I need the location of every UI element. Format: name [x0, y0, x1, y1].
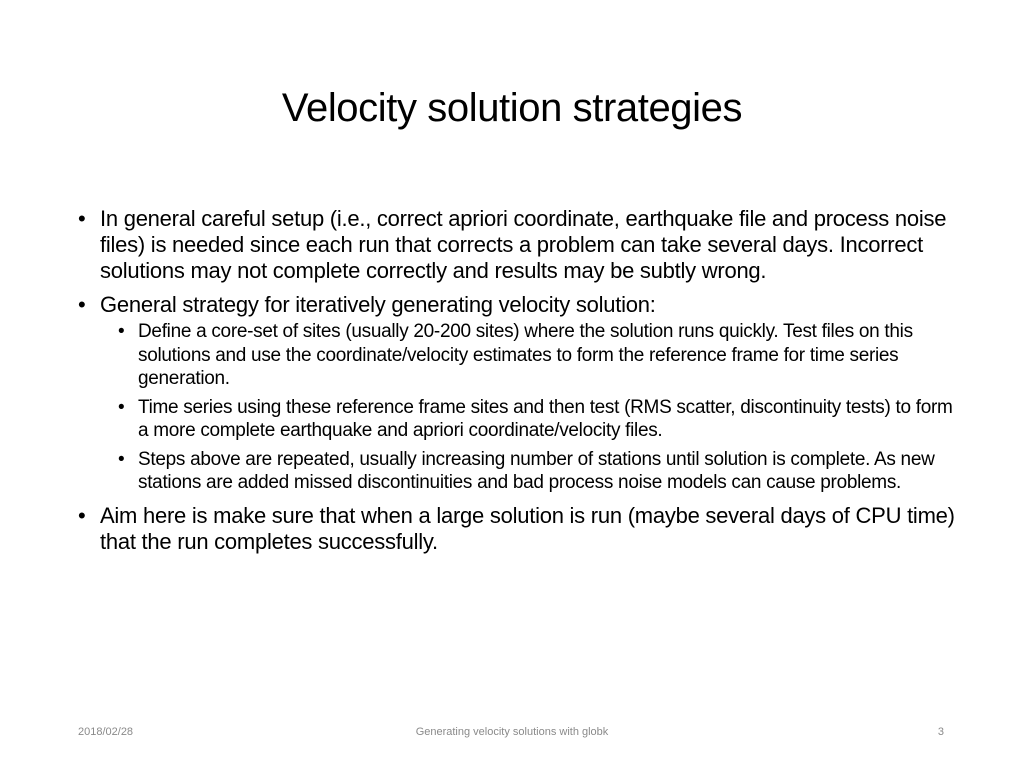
sub-bullet-text: Define a core-set of sites (usually 20-200 sites) where the solution runs quickly. Test files on this solutions and use the coordinate/velocity estimates to form the reference frame for time series generation.	[138, 321, 913, 389]
sub-bullet-list	[78, 320, 958, 495]
bullet-icon: •	[78, 292, 86, 317]
sub-bullet-item	[78, 396, 958, 443]
sub-bullet-text: Steps above are repeated, usually increasing number of stations until solution is complete. As new stations are added missed discontinuities and bad process noise models can cause problems.	[138, 448, 935, 493]
footer-date: 2018/02/28	[78, 726, 134, 738]
page-number: 3	[937, 726, 944, 738]
bullet-icon: •	[78, 206, 86, 231]
sub-bullet-text: Time series using these reference frame sites and then test (RMS scatter, discontinuity tests) to form a more complete earthquake and apriori coordinate/velocity files.	[138, 396, 953, 441]
bullet-text: General strategy for iteratively generating velocity solution:	[100, 292, 656, 317]
slide-title: Velocity solution strategies	[281, 86, 743, 130]
sub-bullet-item	[78, 320, 958, 391]
bullet-text: Aim here is make sure that when a large solution is run (maybe several days of CPU time) that the run completes successfully.	[100, 502, 955, 554]
slide-body	[78, 206, 958, 563]
sub-bullet-icon: •	[118, 321, 125, 342]
bullet-item	[78, 206, 958, 284]
bullet-icon: •	[78, 502, 86, 528]
bullet-item	[78, 503, 958, 555]
sub-bullet-icon: •	[118, 448, 125, 470]
bullet-item	[78, 292, 958, 318]
bullet-text: In general careful setup (i.e., correct apriori coordinate, earthquake file and process noise files) is needed since each run that corrects a problem can take several days. Incorrect solutions may not complete correctly and results may be subtly wrong.	[100, 206, 947, 283]
sub-bullet-icon: •	[118, 396, 125, 418]
sub-bullet-item	[78, 448, 958, 495]
footer-title: Generating velocity solutions with globk	[415, 726, 609, 738]
